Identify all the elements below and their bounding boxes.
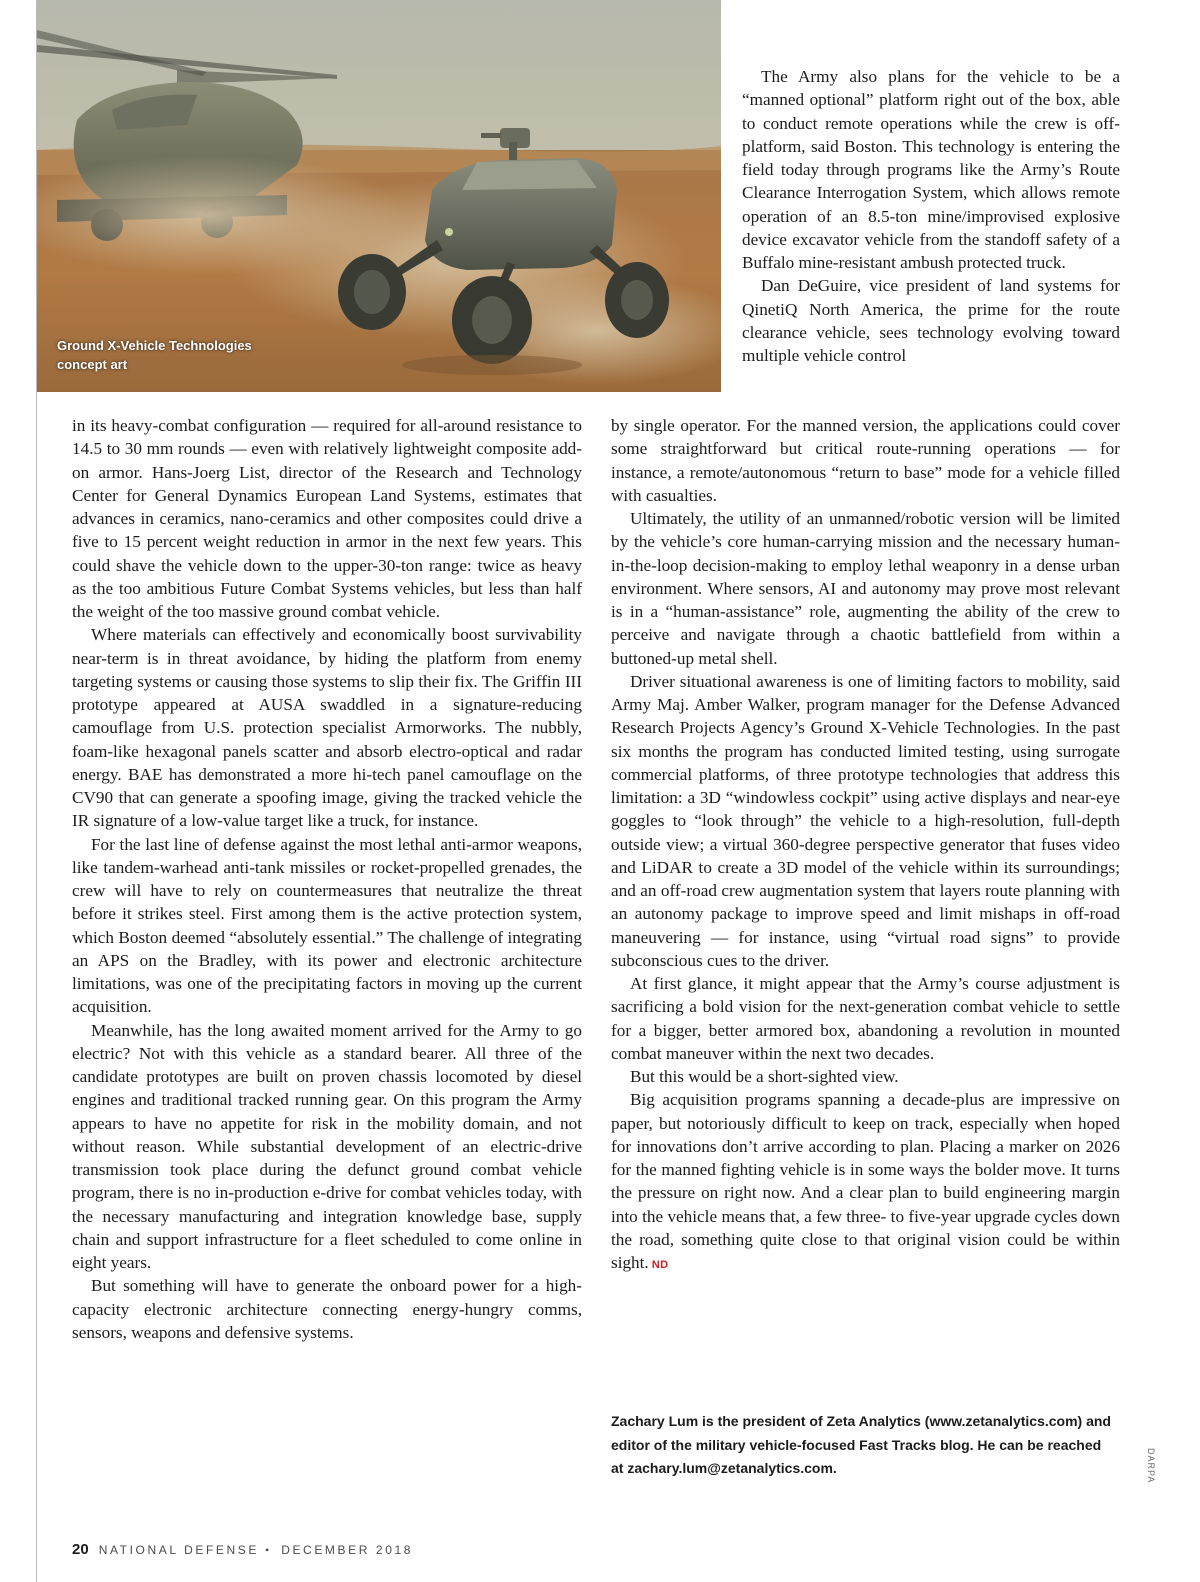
issue-date: DECEMBER 2018	[281, 1543, 414, 1557]
article-paragraph: Where materials can effectively and economically boost survivability near-term is in threat avoidance, by hiding the platform from enemy targeting systems or causing those systems to slip their fix. The Griffin III prototype appeared at AUSA swaddled in a signature-reducing camouflage from U.S. protection specialist Armorworks. The nubbly, foam-like hexagonal panels scatter and absorb electro-optical and radar energy. BAE has demonstrated a more hi-tech panel camouflage on the CV90 that can generate a spoofing image, giving the tracked vehicle the IR signature of a low-value target like a truck, for instance.	[72, 625, 582, 831]
article-paragraph: by single operator. For the manned version, the applications could cover some straightforward but critical route-running operations — for instance, a remote/autonomous “return to base” mode for a vehicle filled with casualties.	[611, 416, 1120, 505]
article-paragraph: Driver situational awareness is one of limiting factors to mobility, said Army Maj. Amber Walker, program manager for the Defense Advanced Research Projects Agency’s Ground X-Vehicle Technologies. In the past six months the program has conducted limited testing, using surrogate commercial platforms, of three prototype technologies that address this limitation: a 3D “windowless cockpit” using active displays and near-eye goggles to “look through” the vehicle to a high-resolution, full-depth outside view; a virtual 360-degree perspective generator that fuses video and LiDAR to create a 3D model of the vehicle within its surroundings; and an off-road crew augmentation system that layers route planning with an autonomy package to improve speed and limit mishaps in off-road maneuvering — for instance, using “virtual road signs” to provide subconscious cues to the driver.	[611, 671, 1120, 970]
article-paragraph: Meanwhile, has the long awaited moment arrived for the Army to go electric? Not with this vehicle as a standard bearer. All three of the candidate prototypes are built on proven chassis locomoted by diesel engines and traditional tracked running gear. On this program the Army appears to have no appetite for risk in the mobility domain, and not without reason. While substantial development of an electric-drive transmission took place during the defunct ground combat vehicle program, there is no in-production e-drive for combat vehicles today, with the necessary manufacturing and integration knowledge base, supply chain and support infrastructure for a fleet scheduled to come online in eight years.	[72, 1020, 582, 1272]
photo-credit: DARPA	[1146, 1448, 1156, 1484]
concept-art-illustration	[37, 0, 721, 392]
author-bio: Zachary Lum is the president of Zeta Analytics (www.zetanalytics.com) and editor of the military vehicle-focused Fast Tracks blog. He can be reached at zachary.lum@zetanalytics.com.	[611, 1413, 1111, 1476]
image-caption: Ground X-Vehicle Technologies concept art	[57, 338, 252, 372]
concept-art-image	[37, 0, 721, 392]
article-column-right-top	[742, 65, 1120, 367]
article-paragraph: At first glance, it might appear that the Army’s course adjustment is sacrificing a bold vision for the next-generation combat vehicle to settle for a bigger, better armored box, abandoning a revolution in mounted combat maneuver within the next two decades.	[611, 974, 1120, 1063]
article-paragraph: Dan DeGuire, vice president of land systems for QinetiQ North America, the prime for the route clearance vehicle, sees technology evolving toward multiple vehicle control	[742, 276, 1120, 365]
page-footer	[72, 1541, 413, 1559]
article-paragraph-text: Big acquisition programs spanning a decade-plus are impressive on paper, but notoriously difficult to keep on track, especially when hoped for innovations don’t arrive according to plan. Placing a marker on 2026 for the manned fighting vehicle is in some ways the bolder move. It turns the pressure on right now. And a clear plan to build engineering margin into the vehicle means that, a few three- to five-year upgrade cycles down the road, something quite close to that original vision could be within sight.	[611, 1090, 1120, 1272]
footer-separator: •	[264, 1543, 270, 1557]
article-paragraph: Ultimately, the utility of an unmanned/robotic version will be limited by the vehicle’s core human-carrying mission and the necessary human-in-the-loop decision-making to employ lethal weaponry in a dense urban environment. Where sensors, AI and autonomy may prove most relevant is in a “human-assistance” role, augmenting the ability of the crew to perceive and navigate through a chaotic battlefield from within a buttoned-up metal shell.	[611, 509, 1120, 668]
page-number: 20	[72, 1541, 89, 1558]
publication-name: NATIONAL DEFENSE	[98, 1543, 259, 1557]
end-of-article-mark: ND	[651, 1259, 669, 1271]
article-column-right	[611, 414, 1120, 1277]
article-paragraph: For the last line of defense against the most lethal anti-armor weapons, like tandem-warhead anti-tank missiles or rocket-propelled grenades, the crew will have to rely on countermeasures that neutralize the threat before it strikes steel. First among them is the active protection system, which Boston deemed “absolutely essential.” The challenge of integrating an APS on the Bradley, with its power and electronic architecture limitations, was one of the precipitating factors in moving up the current acquisition.	[72, 834, 582, 1017]
article-column-left	[72, 414, 582, 1344]
article-paragraph: The Army also plans for the vehicle to be a “manned optional” platform right out of the box, able to conduct remote operations while the crew is off-platform, said Boston. This technology is entering the field today through programs like the Army’s Route Clearance Interrogation System, which allows remote operation of an 8.5-ton mine/improvised explosive device excavator vehicle from the standoff safety of a Buffalo mine-resistant ambush protected truck.	[742, 67, 1120, 272]
article-paragraph: But this would be a short-sighted view.	[630, 1067, 899, 1086]
article-paragraph: But something will have to generate the onboard power for a high-capacity electronic architecture connecting energy-hungry comms, sensors, weapons and defensive systems.	[72, 1276, 582, 1342]
article-paragraph: in its heavy-combat configuration — required for all-around resistance to 14.5 to 30 mm rounds — even with relatively lightweight composite add-on armor. Hans-Joerg List, director of the Research and Technology Center for General Dynamics European Land Systems, estimates that advances in ceramics, nano-ceramics and other composites could drive a five to 15 percent weight reduction in armor in the next few years. This could shave the vehicle down to the upper-30-ton range: twice as heavy as the too ambitious Future Combat Systems vehicles, but less than half the weight of the too massive ground combat vehicle.	[72, 416, 582, 621]
article-paragraph-final	[611, 1088, 1120, 1277]
